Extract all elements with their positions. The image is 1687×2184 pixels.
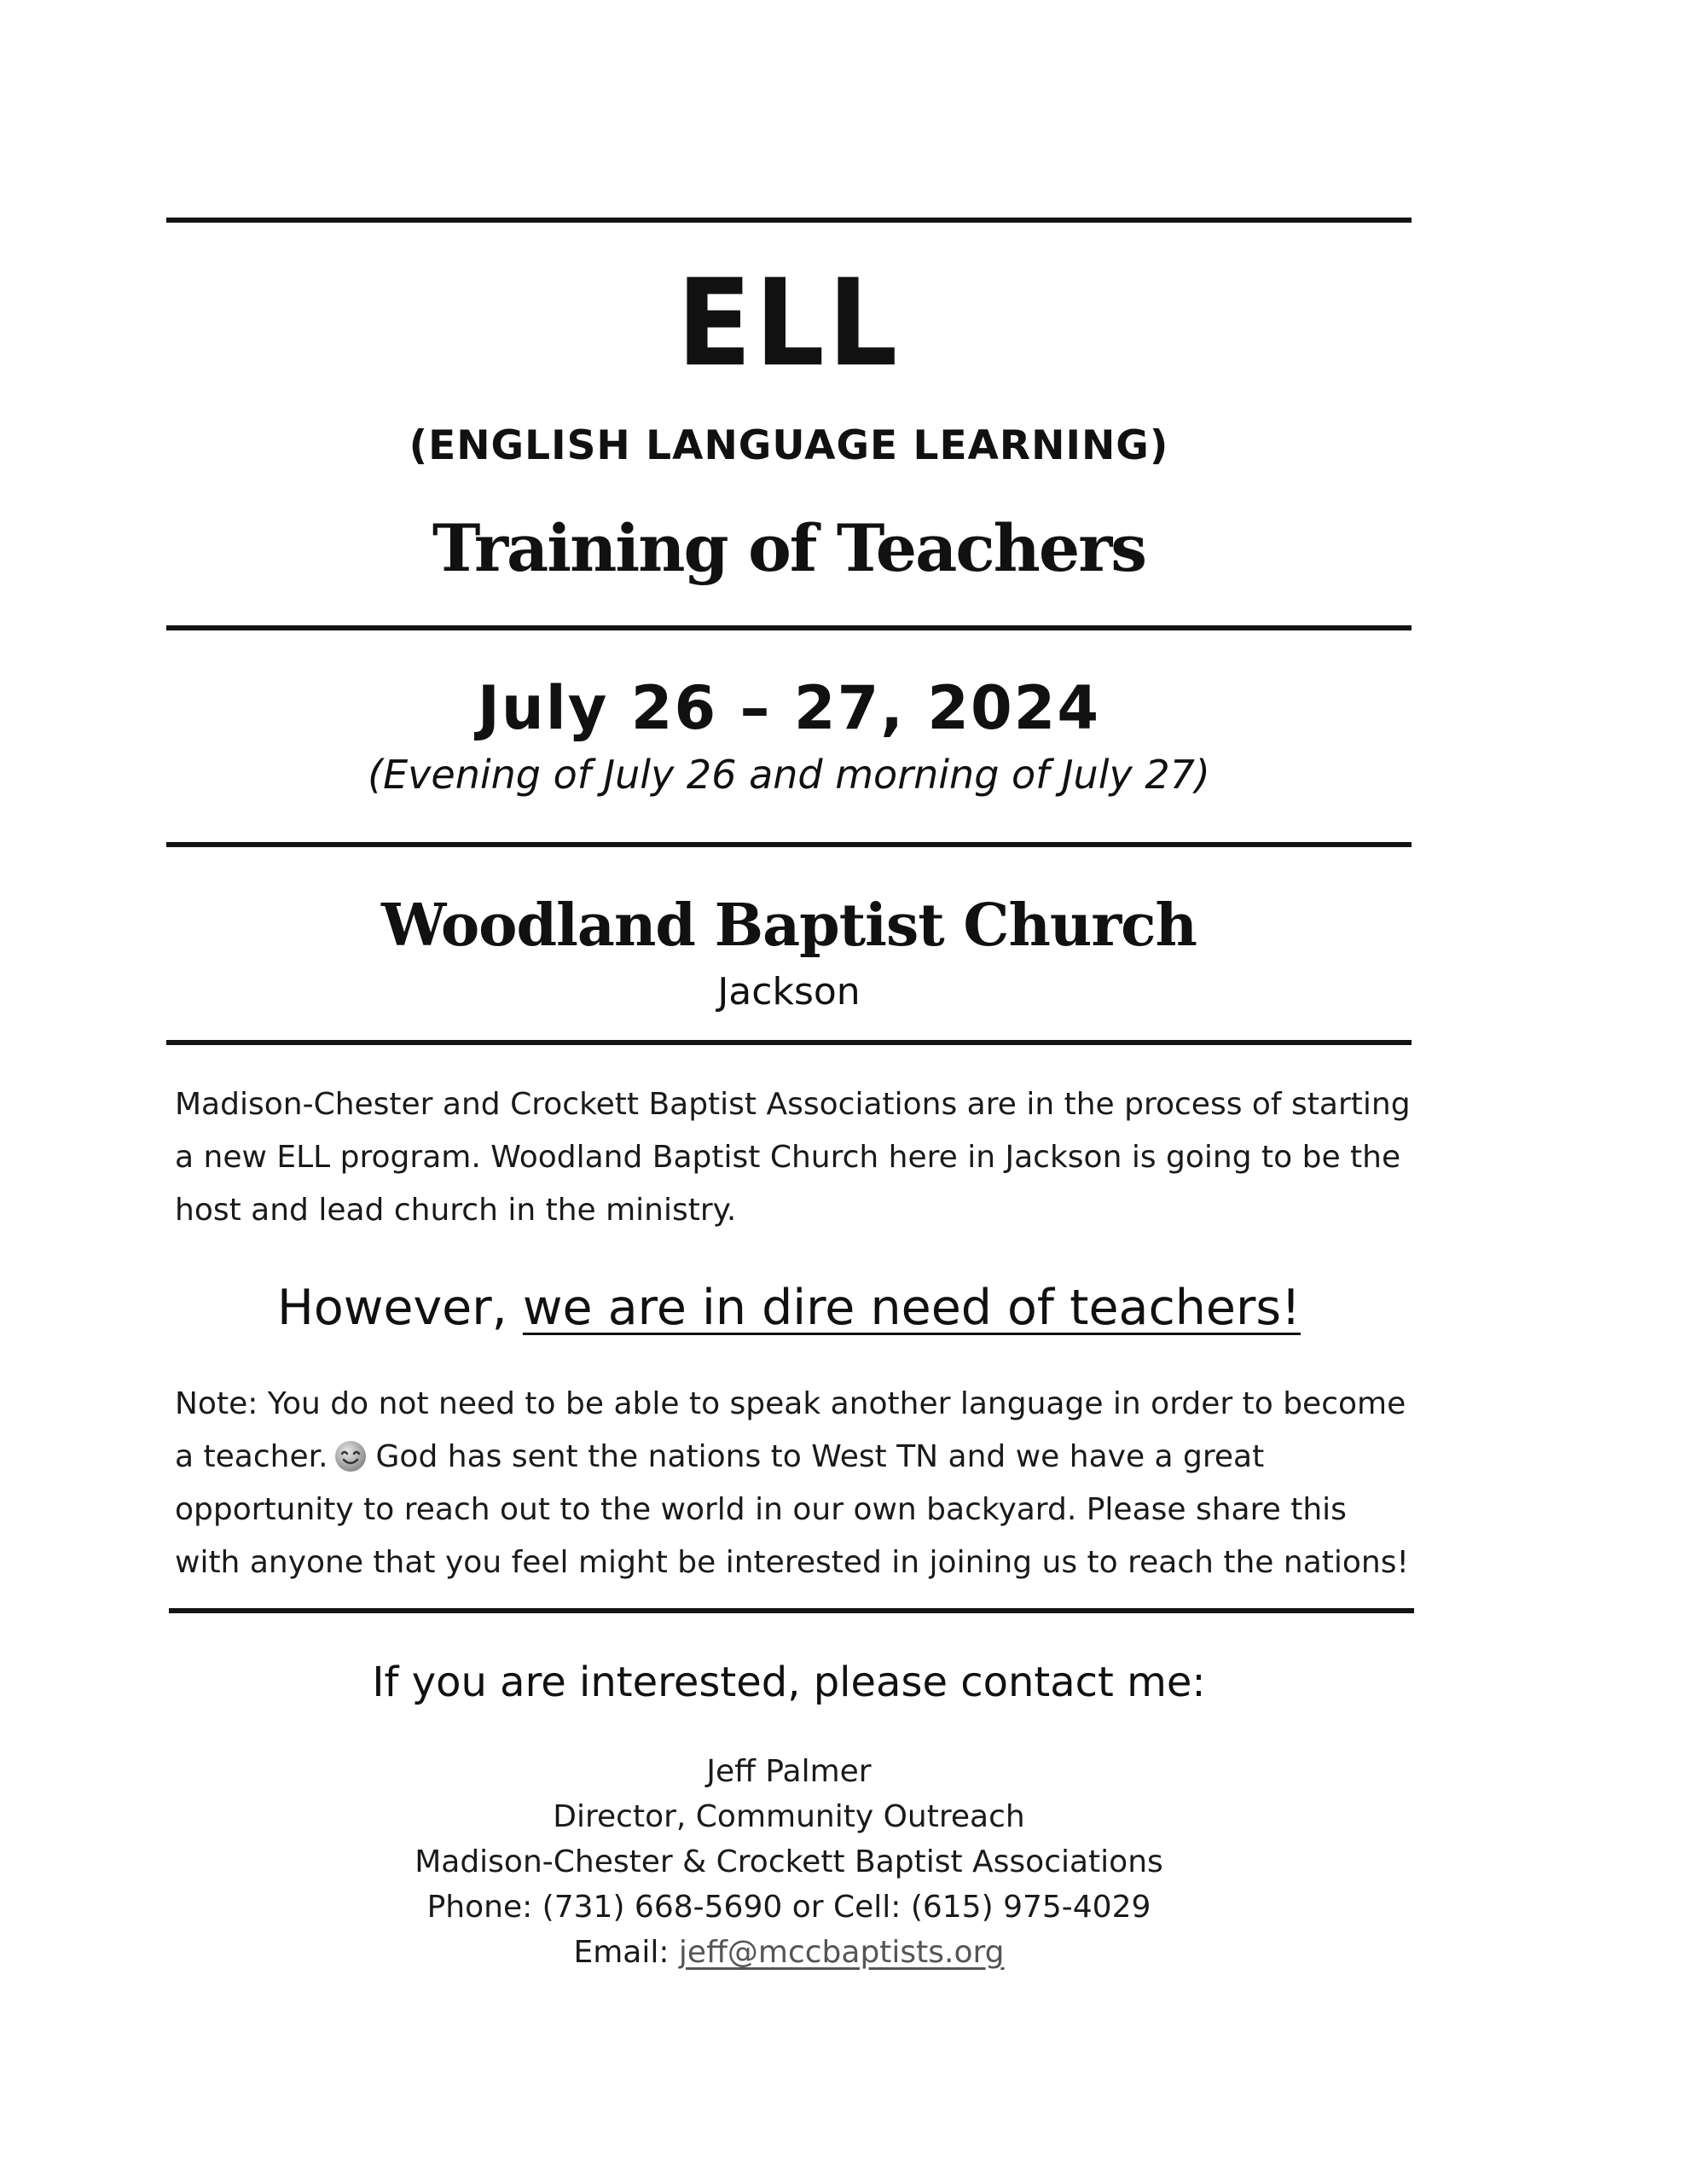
venue-name: Woodland Baptist Church	[381, 892, 1197, 960]
note-text-end: God has sent the nations to West TN and we have a great opportunity to reach out to the world in our own backyard. Please share this with anyone that you feel might be interested in joining us to reach the nations!	[175, 1439, 1409, 1580]
contact-name: Jeff Palmer	[706, 1754, 872, 1789]
contact-role: Director, Community Outreach	[553, 1799, 1025, 1834]
email-label: Email:	[573, 1935, 679, 1970]
page-title: ELL	[676, 253, 901, 394]
divider-after-venue	[166, 1040, 1412, 1045]
page-subtitle: (ENGLISH LANGUAGE LEARNING)	[409, 422, 1169, 469]
note-paragraph	[175, 1378, 1420, 1589]
divider-after-note	[169, 1608, 1414, 1613]
smiley-face-icon	[333, 1438, 368, 1472]
divider-after-dates	[166, 842, 1412, 847]
event-dates: July 26 – 27, 2024	[477, 673, 1101, 743]
contact-email-line	[166, 1930, 1412, 1975]
divider-top	[166, 218, 1412, 223]
need-emphasis: we are in dire need of teachers!	[522, 1280, 1301, 1336]
contact-block	[166, 1749, 1412, 1975]
venue-city: Jackson	[717, 970, 861, 1014]
intro-paragraph	[175, 1078, 1420, 1237]
contact-organization: Madison-Chester & Crockett Baptist Associations	[415, 1844, 1163, 1879]
event-heading: Training of Teachers	[432, 510, 1146, 586]
need-statement	[166, 1275, 1412, 1340]
divider-after-heading	[166, 625, 1412, 630]
intro-text: Madison-Chester and Crockett Baptist Associations are in the process of starting a new ELL program. Woodland Baptist Church here in Jackson is going to be the host and lead church in the ministry.	[175, 1087, 1411, 1228]
need-prefix: However,	[277, 1280, 523, 1336]
event-dates-note: (Evening of July 26 and morning of July 27)	[368, 752, 1210, 798]
contact-heading: If you are interested, please contact me:	[372, 1658, 1206, 1706]
email-link[interactable]: jeff@mccbaptists.org	[678, 1935, 1005, 1970]
contact-phone: Phone: (731) 668-5690 or Cell: (615) 975-4029	[426, 1890, 1151, 1925]
note-text-start: Note: You do not need to be able to speak another language in order to become a teacher.	[175, 1386, 1406, 1474]
